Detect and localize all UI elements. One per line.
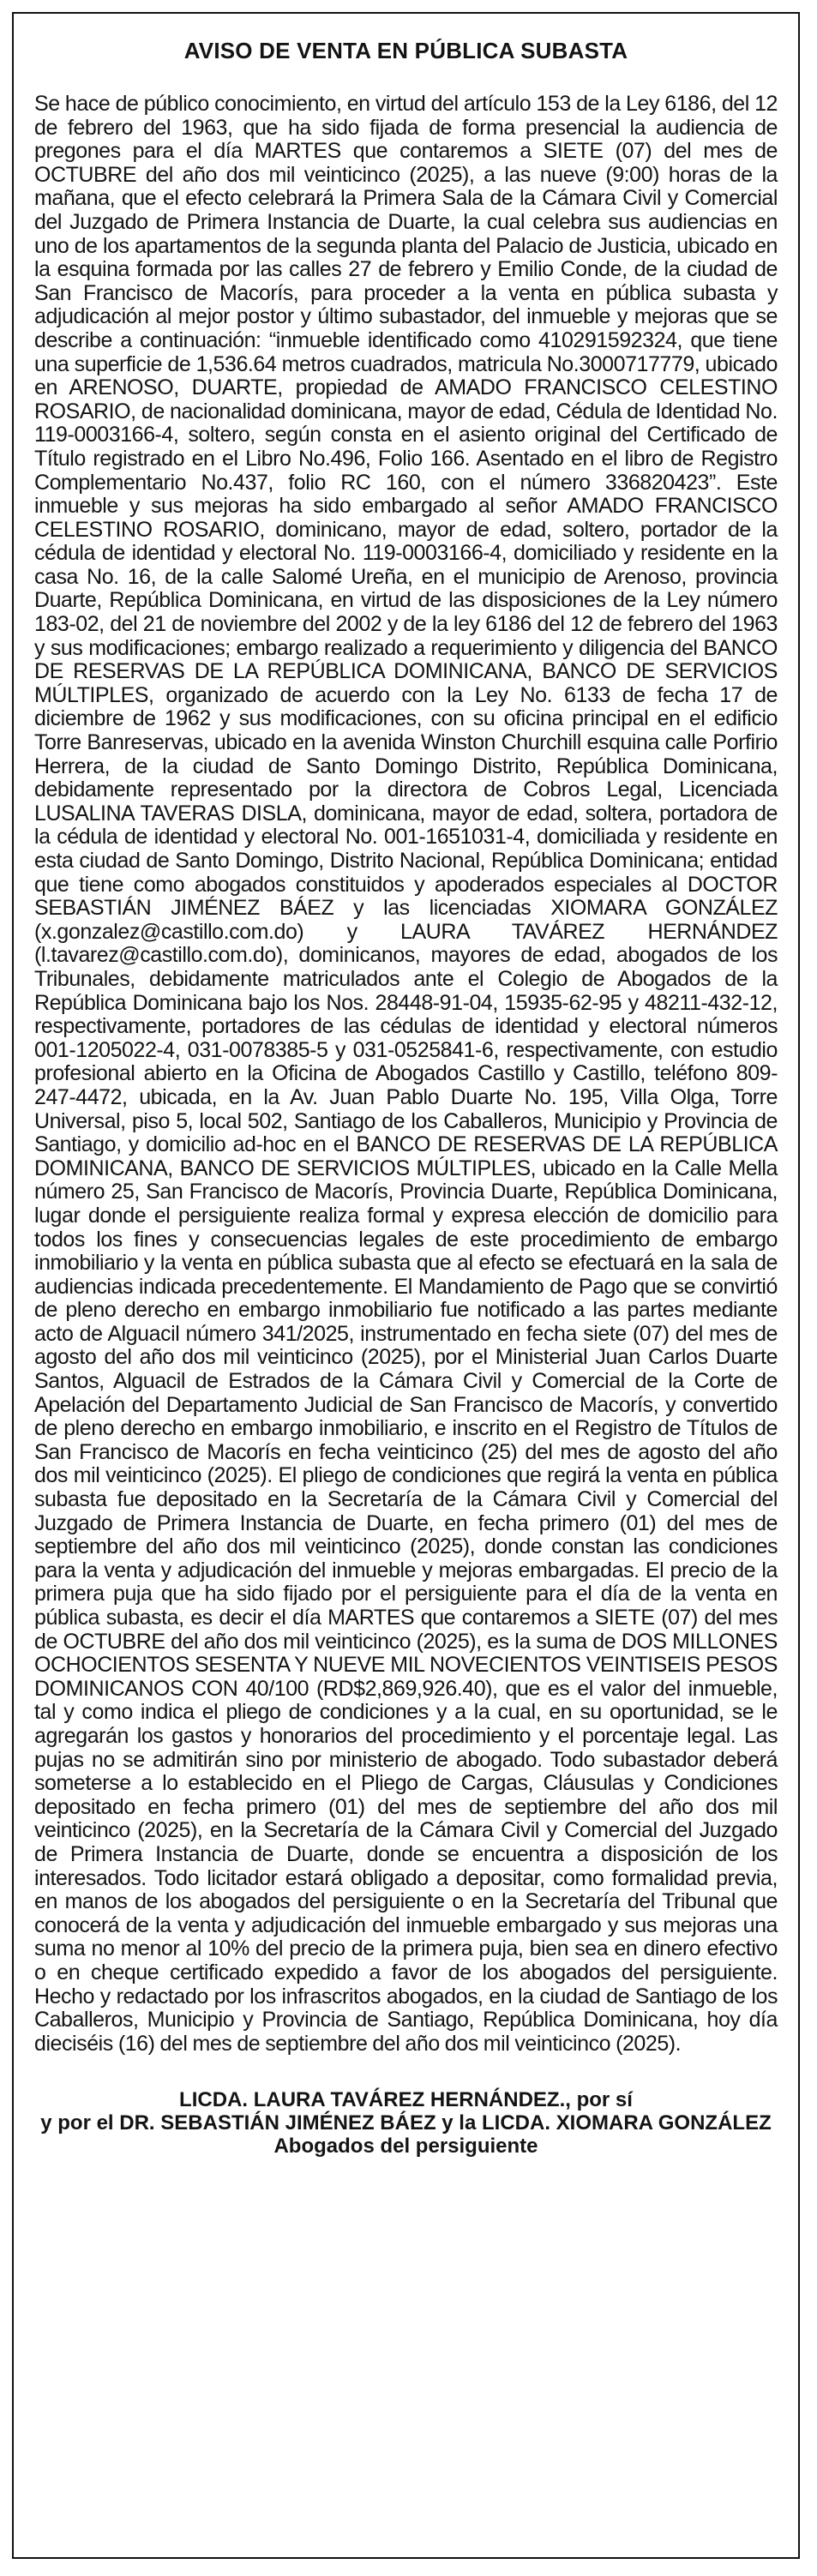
signature-line-3: Abogados del persiguiente (273, 2135, 538, 2159)
notice-body-text: Se hace de público conocimiento, en virtud del artículo 153 de la Ley 6186, del 12 de febrero del 1963, que ha sido fijada de forma presencial la audiencia de pregones para el día MARTES que contaremos a SIETE (07) del mes de OCTUBRE del año dos mil veinticinco (2025), a las nueve (9:00) horas de la mañana, que el efecto celebrará la Primera Sala de la Cámara Civil y Comercial del Juzgado de Primera Instancia de Duarte, la cual celebra sus audiencias en uno de los apartamentos de la segunda planta del Palacio de Justicia, ubicado en la esquina formada por las calles 27 de febrero y Emilio Conde, de la ciudad de San Francisco de Macorís, para proceder a la venta en pública subasta y adjudicación al mejor postor y último subastador, del inmueble y mejoras que se describe a continuación: “inmueble identificado como 410291592324, que tiene una superficie de 1,536.64 metros cuadrados, matricula No.3000717779, ubicado en ARENOSO, DUARTE, propiedad de AMADO FRANCISCO CELESTINO ROSARIO, de nacionalidad dominicana, mayor de edad, Cédula de Identidad No. 119-0003166-4, soltero, según consta en el asiento original del Certificado de Título registrado en el Libro No.496, Folio 166. Asentado en el libro de Registro Complementario No.437, folio RC 160, con el número 336820423”. Este inmueble y sus mejoras ha sido embargado al señor AMADO FRANCISCO CELESTINO ROSARIO, dominicano, mayor de edad, soltero, portador de la cédula de identidad y electoral No. 119-0003166-4, domiciliado y residente en la casa No. 16, de la calle Salomé Ureña, en el municipio de Arenoso, provincia Duarte, República Dominicana, en virtud de las disposiciones de la Ley número 183-02, del 21 de noviembre del 2002 y de la ley 6186 del 12 de febrero del 1963 y sus modificaciones; embargo realizado a requerimiento y diligencia del BANCO DE RESERVAS DE LA REPÚBLICA DOMINICANA, BANCO DE SERVICIOS MÚLTIPLES, organizado de acuerdo con la Ley No. 6133 de fecha 17 de diciembre de 1962 y sus modificaciones, con su oficina principal en el edificio Torre Banreservas, ubicado en la avenida Winston Churchill esquina calle Porfirio Herrera, de la ciudad de Santo Domingo Distrito, República Dominicana, debidamente representado por la directora de Cobros Legal, Licenciada LUSALINA TAVERAS DISLA, dominicana, mayor de edad, soltera, portadora de la cédula de identidad y electoral No. 001-1651031-4, domiciliada y residente en esta ciudad de Santo Domingo, Distrito Nacional, República Dominicana; entidad que tiene como abogados constituidos y apoderados especiales al DOCTOR SEBASTIÁN JIMÉNEZ BÁEZ y las licenciadas XIOMARA GONZÁLEZ (x.gonzalez@castillo.com.do) y LAURA TAVÁREZ HERNÁNDEZ (l.tavarez@castillo.com.do), dominicanos, mayores de edad, abogados de los Tribunales, debidamente matriculados ante el Colegio de Abogados de la República Dominicana bajo los Nos. 28448-91-04, 15935-62-95 y 48211-432-12, respectivamente, portadores de las cédulas de identidad y electoral números 001-1205022-4, 031-0078385-5 y 031-0525841-6, respectivamente, con estudio profesional abierto en la Oficina de Abogados Castillo y Castillo, teléfono 809-247-4472, ubicada, en la Av. Juan Pablo Duarte No. 195, Villa Olga, Torre Universal, piso 5, local 502, Santiago de los Caballeros, Municipio y Provincia de Santiago, y domicilio ad-hoc en el BANCO DE RESERVAS DE LA REPÚBLICA DOMINICANA, BANCO DE SERVICIOS MÚLTIPLES, ubicado en la Calle Mella número 25, San Francisco de Macorís, Provincia Duarte, República Dominicana, lugar donde el persiguiente realiza formal y expresa elección de domicilio para todos los fines y consecuencias legales de este procedimiento de embargo inmobiliario y la venta en pública subasta que al efecto se efectuará en la sala de audiencias indicada precedentemente. El Mandamiento de Pago que se convirtió de pleno derecho en embargo inmobiliario fue notificado a las partes mediante acto de Alguacil número 341/2025, instrumentado en fecha siete (07) del mes de agosto del año dos mil veinticinco (2025), por el Ministerial Juan Carlos Duarte Santos, Alguacil de Estrados de la Cámara Civil y Comercial de la Corte de Apelación del Departamento Judicial de San Francisco de Macorís, y convertido de pleno derecho en embargo inmobiliario, e inscrito en el Registro de Títulos de San Francisco de Macorís en fecha veinticinco (25) del mes de agosto del año dos mil veinticinco (2025). El pliego de condiciones que regirá la venta en pública subasta fue depositado en la Secretaría de la Cámara Civil y Comercial del Juzgado de Primera Instancia de Duarte, en fecha primero (01) del mes de septiembre del año dos mil veinticinco (2025), donde constan las condiciones para la venta y adjudicación del inmueble y mejoras embargadas. El precio de la primera puja que ha sido fijado por el persiguiente para el día de la venta en pública subasta, es decir el día MARTES que contaremos a SIETE (07) del mes de OCTUBRE del año dos mil veinticinco (2025), es la suma de DOS MILLONES OCHOCIENTOS SESENTA Y NUEVE MIL NOVECIENTOS VEINTISEIS PESOS DOMINICANOS CON 40/100 (RD$2,869,926.40), que es el valor del inmueble, tal y como indica el pliego de condiciones y a la cual, en su oportunidad, se le agregarán los gastos y honorarios del procedimiento y el porcentaje legal. Las pujas no se admitirán sino por ministerio de abogado. Todo subastador deberá someterse a lo establecido en el Pliego de Cargas, Cláusulas y Condiciones depositado en fecha primero (01) del mes de septiembre del año dos mil veinticinco (2025), en la Secretaría de la Cámara Civil y Comercial del Juzgado de Primera Instancia de Duarte, donde se encuentra a disposición de los interesados. Todo licitador estará obligado a depositar, como formalidad previa, en manos de los abogados del persiguiente o en la Secretaría del Tribunal que conocerá de la venta y adjudicación del inmueble embargado y sus mejoras una suma no menor al 10% del precio de la primera puja, bien sea en dinero efectivo o en cheque certificado expedido a favor de los abogados del persiguiente. Hecho y redactado por los infrascritos abogados, en la ciudad de Santiago de los Caballeros, Municipio y Provincia de Santiago, República Dominicana, hoy día dieciséis (16) del mes de septiembre del año dos mil veinticinco (2025). (34, 92, 778, 2056)
signature-line-2: y por el DR. SEBASTIÁN JIMÉNEZ BÁEZ y la LICDA. XIOMARA GONZÁLEZ (40, 2111, 772, 2135)
signature-line-1: LICDA. LAURA TAVÁREZ HERNÁNDEZ., por sí (179, 2088, 633, 2112)
notice-title: AVISO DE VENTA EN PÚBLICA SUBASTA (183, 38, 628, 63)
legal-notice-box (12, 12, 800, 2559)
signature-block (34, 2088, 778, 2158)
